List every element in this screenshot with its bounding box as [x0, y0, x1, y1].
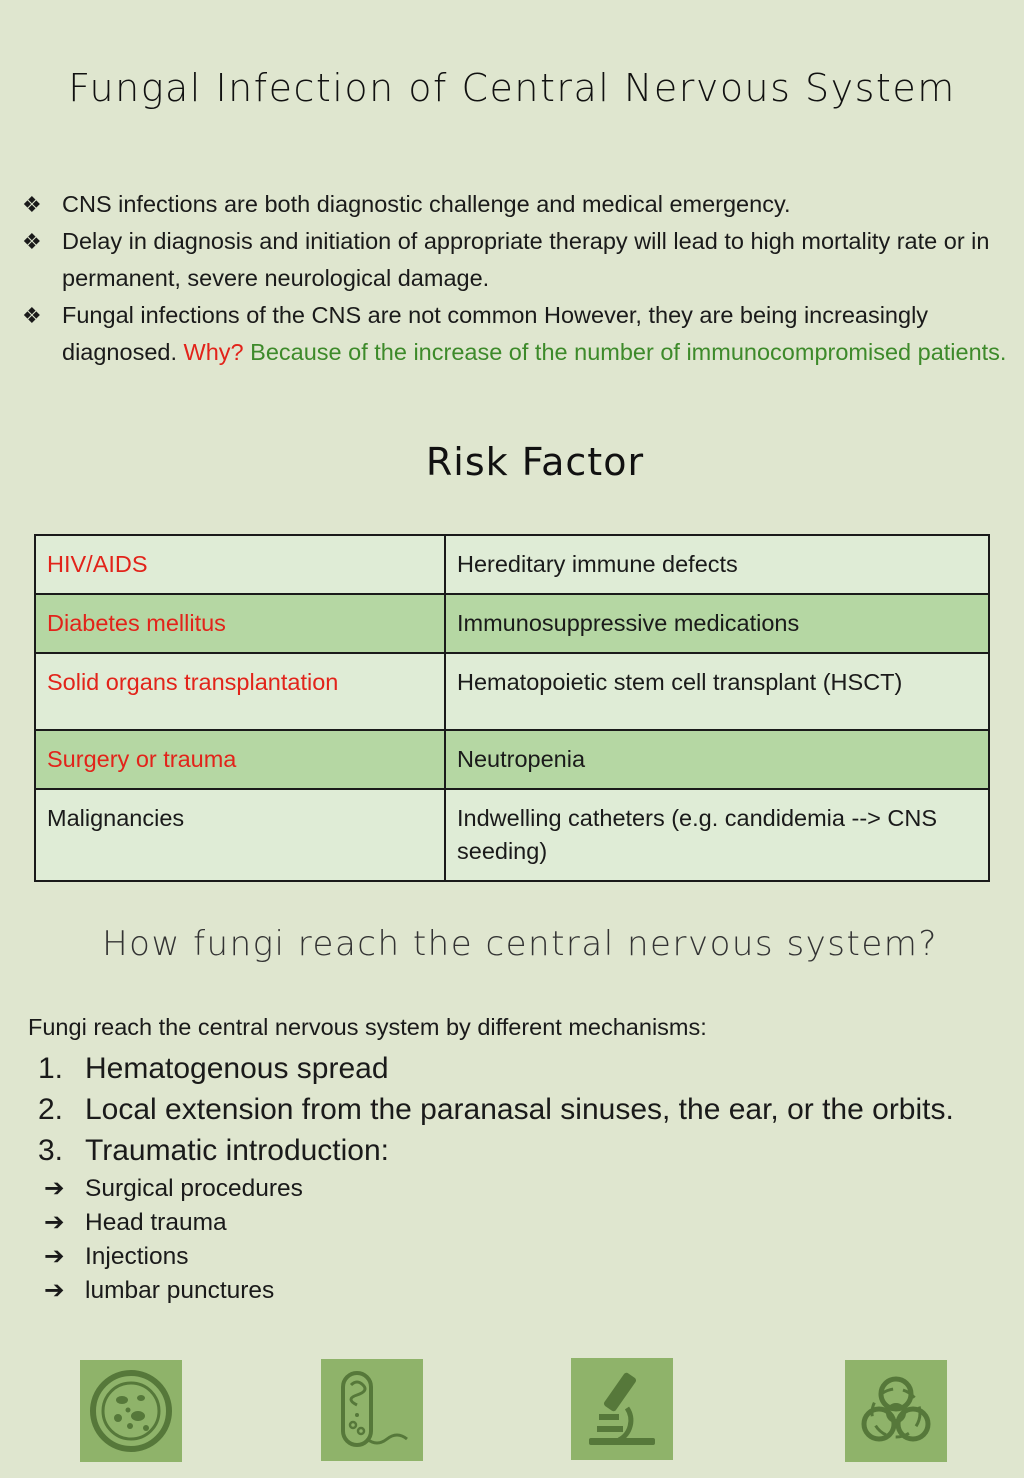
risk-factor-heading: Risk Factor	[425, 440, 645, 484]
why-label: Why?	[183, 339, 244, 365]
sub-item-text: Injections	[85, 1243, 189, 1270]
risk-cell: Immunosuppressive medications	[445, 594, 989, 653]
risk-cell: Solid organs transplantation	[35, 653, 445, 730]
risk-cell: HIV/AIDS	[35, 535, 445, 594]
arrow-right-icon: ➔	[44, 1209, 65, 1236]
step-text: Traumatic introduction:	[85, 1134, 390, 1167]
risk-cell: Hereditary immune defects	[445, 535, 989, 594]
sub-item-text: lumbar punctures	[85, 1277, 275, 1304]
table-row	[35, 653, 989, 730]
intro-list	[22, 186, 1012, 371]
diamond-bullet-icon: ❖	[22, 303, 42, 328]
intro-item	[22, 297, 1012, 371]
risk-cell: Malignancies	[35, 789, 445, 881]
traumatic-sub-list	[44, 1172, 303, 1308]
step-number: 3.	[38, 1134, 64, 1167]
list-item	[44, 1172, 303, 1206]
list-item	[38, 1130, 1018, 1171]
step-text: Local extension from the paranasal sinuses, the ear, or the orbits.	[85, 1093, 954, 1126]
bacterium-icon	[321, 1359, 423, 1461]
arrow-right-icon: ➔	[44, 1277, 65, 1304]
icon-row	[0, 1356, 1024, 1466]
diamond-bullet-icon: ❖	[22, 192, 42, 217]
step-number: 1.	[38, 1052, 64, 1085]
how-heading: How fungi reach the central nervous system?	[102, 924, 938, 964]
table-row	[35, 730, 989, 789]
why-answer: Because of the increase of the number of immunocompromised patients.	[250, 339, 1007, 365]
step-text: Hematogenous spread	[85, 1052, 389, 1085]
risk-factor-table	[34, 534, 990, 882]
list-item	[38, 1089, 1018, 1130]
risk-cell: Diabetes mellitus	[35, 594, 445, 653]
risk-cell: Hematopoietic stem cell transplant (HSCT)	[445, 653, 989, 730]
table-row	[35, 789, 989, 881]
arrow-right-icon: ➔	[44, 1175, 65, 1202]
table-row	[35, 535, 989, 594]
mechanisms-intro: Fungi reach the central nervous system by different mechanisms:	[28, 1014, 707, 1040]
list-item	[44, 1274, 303, 1308]
biohazard-icon	[845, 1360, 947, 1462]
diamond-bullet-icon: ❖	[22, 229, 42, 254]
sub-item-text: Head trauma	[85, 1209, 227, 1236]
intro-item	[22, 186, 1012, 223]
intro-item	[22, 223, 1012, 297]
sub-item-text: Surgical procedures	[85, 1175, 303, 1202]
page-title: Fungal Infection of Central Nervous System	[68, 66, 956, 110]
arrow-right-icon: ➔	[44, 1243, 65, 1270]
table-row	[35, 594, 989, 653]
intro-text: Delay in diagnosis and initiation of appropriate therapy will lead to high mortality rate or in permanent, severe neurological damage.	[62, 228, 990, 291]
list-item	[44, 1240, 303, 1274]
risk-cell: Surgery or trauma	[35, 730, 445, 789]
mechanism-steps	[38, 1048, 1018, 1171]
list-item	[38, 1048, 1018, 1089]
risk-cell: Indwelling catheters (e.g. candidemia --> CNS seeding)	[445, 789, 989, 881]
petri-dish-icon	[80, 1360, 182, 1462]
step-number: 2.	[38, 1093, 64, 1126]
risk-cell: Neutropenia	[445, 730, 989, 789]
intro-text: CNS infections are both diagnostic challenge and medical emergency.	[62, 191, 791, 217]
list-item	[44, 1206, 303, 1240]
intro-text: Fungal infections of the CNS are not common However, they are being increasingly diagnosed.	[62, 302, 929, 365]
microscope-icon	[571, 1358, 673, 1460]
